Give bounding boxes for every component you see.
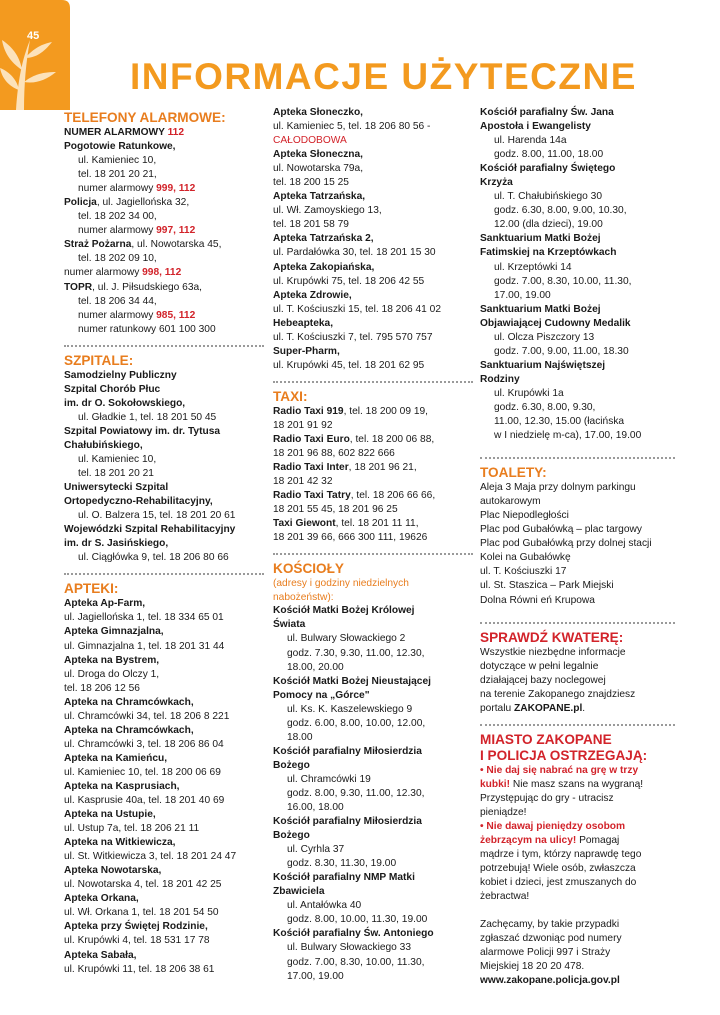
- dotted-divider: [64, 573, 264, 575]
- toaleta-line: Kolei na Gubałówkę: [480, 552, 571, 564]
- apteka-line: ul. Krupówki 4, tel. 18 531 17 78: [64, 935, 210, 947]
- taxi-line: Radio Taxi 919, tel. 18 200 09 19,: [273, 405, 428, 417]
- taxi-line: 18 201 91 92: [273, 419, 333, 431]
- kosciol-line: Kościół parafialny NMP Matki: [273, 872, 415, 884]
- apteka-line: ul. Nowotarska 79a,: [273, 163, 364, 175]
- warning-line: • Nie dawaj pieniędzy osobom: [480, 820, 626, 832]
- apteka-line: Apteka Tatrzańska,: [273, 191, 366, 203]
- page-title: INFORMACJE UŻYTECZNE: [130, 56, 637, 97]
- taxi-line: Radio Taxi Inter, 18 201 96 21,: [273, 462, 417, 474]
- taxi-line: Taxi Giewont, tel. 18 201 11 11,: [273, 518, 419, 530]
- tel-line: tel. 18 202 34 00,: [78, 211, 157, 223]
- taxi-line: Radio Taxi Tatry, tel. 18 206 66 66,: [273, 490, 436, 502]
- warning-line: potrzebują! Wiele osób, zwłaszcza: [480, 863, 636, 875]
- kosciol-line: ul. Chramcówki 19: [287, 773, 371, 785]
- warning-line: żebrzącym na ulicy! Pomagaj: [480, 835, 620, 847]
- tel-line: ul. Kamieniec 10,: [78, 155, 157, 167]
- kosciol-line: ul. Harenda 14a: [494, 135, 567, 147]
- tel-line: TOPR, ul. J. Piłsudskiego 63a,: [64, 281, 202, 293]
- tel-line: tel. 18 202 09 10,: [78, 253, 157, 265]
- kosciol-line: ul. Krupówki 1a: [494, 387, 564, 399]
- apteka-line: Super-Pharm,: [273, 345, 340, 357]
- zakopane-pl-link[interactable]: ZAKOPANE.pl: [513, 702, 583, 714]
- taxi-line: 18 201 42 32: [273, 476, 333, 488]
- warning-line: • Nie daj się nabrać na grę w trzy: [480, 764, 639, 776]
- dotted-divider: [64, 345, 264, 347]
- apteka-line: tel. 18 201 58 79: [273, 219, 349, 231]
- kosciol-line: Kościół parafialny Św. Jana: [480, 107, 614, 118]
- apteka-line: ul. Gimnazjalna 1, tel. 18 201 31 44: [64, 640, 225, 652]
- section-heading-policja: I POLICJA OSTRZEGAJĄ:: [480, 747, 648, 763]
- kosciol-line: Rodziny: [480, 373, 520, 385]
- tel-line: numer ratunkowy 601 100 300: [78, 323, 216, 335]
- kosciol-line: ul. T. Chałubińskiego 30: [494, 191, 602, 203]
- apteka-line: tel. 18 200 15 25: [273, 177, 349, 189]
- apteka-line: Apteka Tatrzańska 2,: [273, 233, 374, 245]
- wheat-corner-decoration: [0, 0, 70, 110]
- kosciol-line: Kościół parafialny Św. Antoniego: [273, 928, 434, 940]
- toaleta-line: Plac pod Gubałówką przy dolnej stacji: [480, 538, 652, 550]
- kosciol-line: Objawiającej Cudowny Medalik: [480, 317, 631, 329]
- warning-line: Przystępując do gry - utracisz: [480, 792, 614, 804]
- kosciol-line: ul. Krzeptówki 14: [494, 261, 572, 273]
- toaleta-line: ul. T. Kościuszki 17: [480, 566, 567, 578]
- section-heading-koscioly: KOŚCIOŁY: [273, 561, 344, 577]
- kwatera-line: na terenie Zakopanego znajdziesz: [480, 688, 636, 700]
- tel-line: numer alarmowy 985, 112: [78, 309, 196, 321]
- kosciol-line: godz. 6.30, 8.00, 9.30,: [494, 401, 596, 413]
- kosciol-line: ul. Antałówka 40: [287, 900, 362, 912]
- apteka-line: ul. T. Kościuszki 7, tel. 795 570 757: [273, 331, 433, 343]
- kosciol-line: Kościół parafialny Świętego: [480, 163, 616, 175]
- apteka-line: Apteka na Kamieńcu,: [64, 752, 168, 764]
- kosciol-line: godz. 8.00, 10.00, 11.30, 19.00: [287, 914, 428, 926]
- police-website-link[interactable]: www.zakopane.policja.gov.pl: [480, 975, 620, 987]
- toaleta-line: Aleja 3 Maja przy dolnym parkingu: [480, 482, 636, 494]
- koscioly-subheading: nabożeństw):: [273, 591, 334, 603]
- kwatera-line: Wszystkie niezbędne informacje: [480, 646, 626, 658]
- dotted-divider: [273, 553, 473, 555]
- appeal-line: zgłaszać dzwoniąc pod numery: [480, 933, 622, 945]
- kosciol-line: godz. 7.00, 9.00, 11.00, 18.30: [494, 345, 629, 357]
- apteka-line: ul. Kasprusie 40a, tel. 18 201 40 69: [64, 795, 225, 807]
- kosciol-line: godz. 8.30, 11.30, 19.00: [287, 858, 397, 870]
- apteka-line: Apteka Sabała,: [64, 949, 137, 961]
- apteka-line: ul. St. Witkiewicza 3, tel. 18 201 24 47: [64, 851, 237, 863]
- toaleta-line: Plac Niepodległości: [480, 510, 569, 522]
- apteka-24h-label: CAŁODOBOWA: [273, 135, 347, 147]
- kosciol-line: 11.00, 12.30, 15.00 (łacińska: [494, 416, 625, 428]
- szpital-line: ul. Gładkie 1, tel. 18 201 50 45: [78, 411, 217, 423]
- warning-line: kubki! Nie masz szans na wygraną!: [480, 778, 644, 790]
- apteka-line: ul. Chramcówki 3, tel. 18 206 86 04: [64, 738, 224, 750]
- tel-line: numer alarmowy 999, 112: [78, 183, 196, 195]
- apteka-line: ul. Kamieniec 5, tel. 18 206 80 56 -: [273, 121, 431, 133]
- apteka-line: ul. Wł. Orkana 1, tel. 18 201 54 50: [64, 907, 219, 919]
- kosciol-line: godz. 7.30, 9.30, 11.00, 12.30,: [287, 647, 425, 659]
- szpital-line: im. dr O. Sokołowskiego,: [64, 397, 186, 409]
- apteka-line: Apteka na Kasprusiach,: [64, 780, 180, 792]
- kosciol-line: godz. 7.00, 8.30, 10.00, 11.30,: [494, 275, 632, 287]
- apteka-line: ul. T. Kościuszki 15, tel. 18 206 41 02: [273, 303, 442, 315]
- appeal-line: Miejskiej 18 20 20 478.: [480, 961, 585, 973]
- apteka-line: Apteka na Bystrem,: [64, 654, 160, 666]
- kosciol-line: ul. Ks. K. Kaszelewskiego 9: [287, 703, 413, 715]
- tel-line: numer alarmowy 997, 112: [78, 225, 196, 237]
- kosciol-line: Kościół parafialny Miłosierdzia: [273, 745, 422, 757]
- appeal-line: Zachęcamy, by takie przypadki: [480, 919, 620, 931]
- kwatera-line: dotyczące w pełni legalnie: [480, 660, 599, 672]
- warning-line: kobiet i dzieci, jest zmuszanych do: [480, 877, 637, 889]
- section-heading-apteki: APTEKI:: [64, 581, 119, 597]
- szpital-line: Szpital Powiatowy im. dr. Tytusa: [64, 425, 221, 437]
- kosciol-line: Apostoła i Ewangelisty: [480, 121, 591, 133]
- apteka-line: Apteka na Witkiewicza,: [64, 837, 176, 849]
- apteka-line: tel. 18 206 12 56: [64, 682, 140, 694]
- kosciol-line: ul. Bulwary Słowackiego 33: [287, 942, 412, 954]
- kosciol-line: ul. Cyrhla 37: [287, 844, 345, 856]
- kosciol-line: Bożego: [273, 830, 310, 842]
- kosciol-line: Zbawiciela: [273, 886, 325, 898]
- kosciol-line: godz. 7.00, 8.30, 10.00, 11.30,: [287, 956, 425, 968]
- apteka-line: Apteka Nowotarska,: [64, 865, 162, 877]
- apteka-line: ul. Ustup 7a, tel. 18 206 21 11: [64, 823, 200, 835]
- apteka-line: Apteka Zdrowie,: [273, 289, 352, 301]
- spacer: [480, 904, 675, 918]
- apteka-line: Apteka na Ustupie,: [64, 809, 156, 821]
- szpital-line: Chałubińskiego,: [64, 439, 143, 451]
- taxi-line: 18 201 55 45, 18 201 96 25: [273, 504, 398, 516]
- kosciol-line: godz. 6.30, 8.00, 9.00, 10.30,: [494, 205, 627, 217]
- dotted-divider: [480, 622, 675, 624]
- kosciol-line: 17.00, 19.00: [494, 289, 551, 301]
- apteka-line: ul. Krupówki 75, tel. 18 206 42 55: [273, 275, 425, 287]
- kosciol-line: 12.00 (dla dzieci), 19.00: [494, 219, 603, 231]
- warning-line: żebractwa!: [480, 891, 530, 903]
- taxi-line: Radio Taxi Euro, tel. 18 200 06 88,: [273, 433, 435, 445]
- szpital-line: ul. Ciągłówka 9, tel. 18 206 80 66: [78, 552, 229, 564]
- kosciol-line: Sanktuarium Najświętszej: [480, 359, 606, 371]
- apteka-line: Apteka Słoneczko,: [273, 107, 364, 118]
- appeal-line: alarmowe Policji 997 i Straży: [480, 947, 611, 959]
- warning-line: pieniądze!: [480, 806, 527, 818]
- kosciol-line: Krzyża: [480, 177, 513, 189]
- dotted-divider: [480, 457, 675, 459]
- apteka-line: ul. Droga do Olczy 1,: [64, 668, 160, 680]
- section-heading-policja: MIASTO ZAKOPANE: [480, 731, 612, 747]
- column-3: [480, 106, 675, 988]
- column-1: [64, 106, 264, 977]
- column-2: [273, 106, 473, 984]
- tel-line: Policja, ul. Jagiellońska 32,: [64, 197, 190, 209]
- kosciol-line: Sanktuarium Matki Bożej: [480, 303, 601, 315]
- kosciol-line: Sanktuarium Matki Bożej: [480, 233, 601, 245]
- apteka-line: ul. Jagiellońska 1, tel. 18 334 65 01: [64, 612, 224, 624]
- szpital-line: Samodzielny Publiczny: [64, 369, 177, 381]
- apteka-line: Apteka Gimnazjalna,: [64, 626, 164, 638]
- section-heading-szpitale: SZPITALE:: [64, 352, 134, 368]
- kosciol-line: godz. 6.00, 8.00, 10.00, 12.00,: [287, 717, 426, 729]
- szpital-line: Ortopedyczno-Rehabilitacyjny,: [64, 496, 213, 508]
- kosciol-line: 18.00, 20.00: [287, 661, 344, 673]
- apteka-line: Apteka Słoneczna,: [273, 149, 364, 161]
- taxi-line: 18 201 39 66, 666 300 111, 19626: [273, 532, 428, 544]
- apteka-line: Apteka przy Świętej Rodzinie,: [64, 921, 208, 933]
- apteka-line: ul. Wł. Zamoyskiego 13,: [273, 205, 382, 217]
- kosciol-line: Fatimskiej na Krzeptówkach: [480, 247, 617, 259]
- warning-line: mądrze i tym, którzy naprawdę tego: [480, 849, 642, 861]
- toaleta-line: Dolna Równi eń Krupowa: [480, 594, 595, 606]
- apteka-line: ul. Krupówki 11, tel. 18 206 38 61: [64, 963, 215, 975]
- toaleta-line: Plac pod Gubałówką – plac targowy: [480, 524, 642, 536]
- kosciol-line: Kościół Matki Bożej Królowej: [273, 605, 415, 617]
- toaleta-line: ul. St. Staszica – Park Miejski: [480, 580, 614, 592]
- tel-line: tel. 18 201 20 21,: [78, 169, 157, 181]
- tel-line: Pogotowie Ratunkowe,: [64, 141, 176, 153]
- kosciol-line: Bożego: [273, 759, 310, 771]
- kwatera-line: działającej bazy noclegowej: [480, 674, 606, 686]
- kosciol-line: ul. Bulwary Słowackiego 2: [287, 633, 406, 645]
- tel-line: tel. 18 206 34 44,: [78, 295, 157, 307]
- dotted-divider: [273, 381, 473, 383]
- tel-line: numer alarmowy 998, 112: [64, 267, 182, 279]
- szpital-line: tel. 18 201 20 21: [78, 468, 154, 480]
- kwatera-line: portalu ZAKOPANE.pl.: [480, 702, 586, 714]
- tel-line: Straż Pożarna, ul. Nowotarska 45,: [64, 239, 222, 251]
- kosciol-line: godz. 8.00, 11.00, 18.00: [494, 149, 604, 161]
- apteka-line: Apteka Orkana,: [64, 893, 139, 905]
- szpital-line: ul. O. Balzera 15, tel. 18 201 20 61: [78, 510, 236, 522]
- szpital-line: im. dr S. Jasińskiego,: [64, 538, 169, 550]
- page-number: 45: [27, 30, 40, 42]
- dotted-divider: [480, 724, 675, 726]
- apteka-line: Apteka na Chramcówkach,: [64, 696, 194, 708]
- toaleta-line: autokarowym: [480, 496, 541, 508]
- apteka-line: ul. Chramcówki 34, tel. 18 206 8 221: [64, 710, 230, 722]
- apteka-line: ul. Pardałówka 30, tel. 18 201 15 30: [273, 247, 436, 259]
- kosciol-line: Kościół Matki Bożej Nieustającej: [273, 675, 431, 687]
- section-heading-kwatera: SPRAWDŹ KWATERĘ:: [480, 629, 624, 645]
- koscioly-subheading: (adresy i godziny niedzielnych: [273, 578, 409, 590]
- kosciol-line: w I niedzielę m-ca), 17.00, 19.00: [494, 430, 642, 442]
- section-heading-telefony: TELEFONY ALARMOWE:: [64, 110, 226, 125]
- kosciol-line: 16.00, 18.00: [287, 802, 344, 814]
- apteka-line: ul. Nowotarska 4, tel. 18 201 42 25: [64, 879, 222, 891]
- szpital-line: ul. Kamieniec 10,: [78, 453, 157, 465]
- tel-line: NUMER ALARMOWY 112: [64, 127, 185, 138]
- apteka-line: Apteka Zakopiańska,: [273, 261, 375, 273]
- taxi-line: 18 201 96 88, 602 822 666: [273, 448, 395, 460]
- apteka-line: Apteka na Chramcówkach,: [64, 724, 194, 736]
- section-heading-toalety: TOALETY:: [480, 465, 547, 481]
- szpital-line: Wojewódzki Szpital Rehabilitacyjny: [64, 524, 236, 536]
- apteka-line: ul. Krupówki 45, tel. 18 201 62 95: [273, 359, 425, 371]
- szpital-line: Szpital Chorób Płuc: [64, 383, 161, 395]
- kosciol-line: godz. 8.00, 9.30, 11.00, 12.30,: [287, 787, 425, 799]
- kosciol-line: 17.00, 19.00: [287, 970, 344, 982]
- apteka-line: Apteka Ap-Farm,: [64, 598, 146, 610]
- kosciol-line: Kościół parafialny Miłosierdzia: [273, 816, 422, 828]
- kosciol-line: ul. Olcza Piszczory 13: [494, 331, 595, 343]
- kosciol-line: 18.00: [287, 731, 313, 743]
- szpital-line: Uniwersytecki Szpital: [64, 482, 169, 494]
- section-heading-taxi: TAXI:: [273, 388, 308, 404]
- apteka-line: Hebeapteka,: [273, 317, 334, 329]
- apteka-line: ul. Kamieniec 10, tel. 18 200 06 69: [64, 766, 221, 778]
- kosciol-line: Pomocy na „Górce": [273, 689, 370, 701]
- kosciol-line: Świata: [273, 619, 306, 631]
